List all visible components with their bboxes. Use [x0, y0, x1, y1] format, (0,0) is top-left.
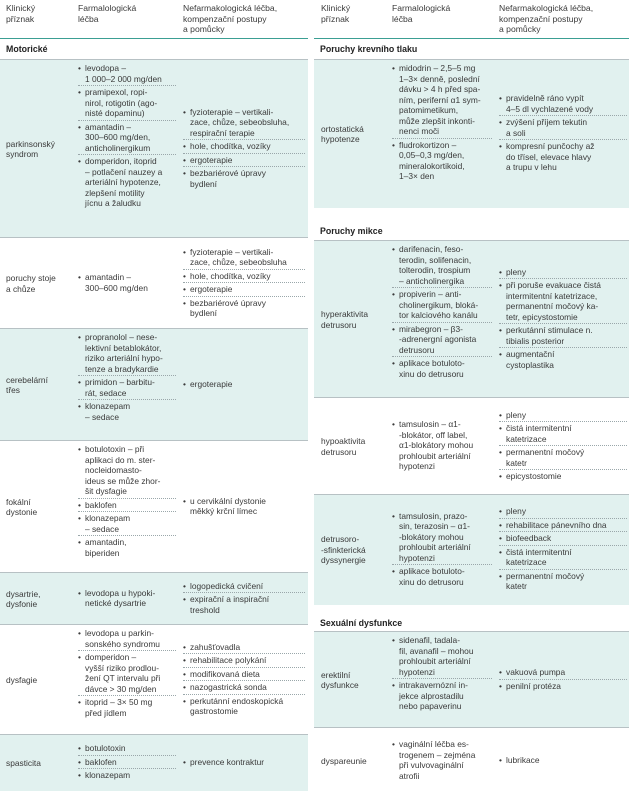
list-item: • při poruše evakuace čistá intermitentní katetrizace, permanentní močový ka- tetr, epicystostomie [499, 280, 627, 324]
list-item: • prevence kontraktur [183, 757, 305, 769]
header-pharma: Farmalologická léčba [78, 3, 137, 24]
list-item: • domperidon – vyšší riziko prodlou- žení QT intervalu při dávce > 30 mg/den [78, 652, 176, 696]
table-row [0, 237, 308, 329]
list-item: • botulotoxin – při aplikaci do m. ster- nocleidomasto- ideus se může zhor- šit dysfagie [78, 444, 176, 499]
section-title-blood-pressure: Poruchy krevního tlaku [320, 44, 418, 54]
row-nonpharma [183, 238, 305, 329]
list-item: • ergoterapie [183, 155, 305, 168]
header-nonpharma: Nefarmakologická léčba, kompenzační postupy a pomůcky [183, 3, 278, 34]
list-item: • fyzioterapie – vertikali- zace, chůze, sebeobsluha, respirační terapie [183, 107, 305, 141]
list-item: • aplikace botuloto- xinu do detrusoru [392, 358, 492, 380]
row-pharma [392, 632, 492, 728]
list-item: • ergoterapie [183, 284, 305, 297]
row-symptom: poruchy stoje a chůze [6, 273, 56, 294]
row-symptom: dysartrie, dysfonie [6, 588, 41, 609]
row-nonpharma [183, 60, 305, 238]
row-symptom: erektilní dysfunkce [321, 669, 359, 690]
list-item: • midodrin – 2,5–5 mg 1–3× denně, poslední dávku > 4 h před spa- ním, periferní α1 sym- patomimetikum, může zlepšit inkonti- nenci moči [392, 63, 492, 139]
list-item: • čistá intermitentní katetrizace [499, 423, 627, 446]
row-symptom: cerebelární třes [6, 374, 48, 395]
row-symptom: ortostatická hypotenze [321, 123, 364, 144]
row-symptom: spasticita [6, 757, 41, 768]
list-item: • hole, chodítka, vozíky [183, 141, 305, 154]
list-item: • sidenafil, tadala- fil, avanafil – mohou prohloubit arteriální hypotenzi [392, 635, 492, 679]
row-symptom: hypoaktivita detrusoru [321, 436, 366, 457]
list-item: • botulotoxin [78, 743, 176, 756]
list-item: • biofeedback [499, 533, 627, 546]
row-pharma [392, 728, 492, 794]
table-row [314, 727, 629, 794]
header-pharma: Farmalologická léčba [392, 3, 451, 24]
row-pharma [78, 735, 176, 791]
list-item: • klonazepam [78, 770, 176, 782]
list-item: • tamsulosin, prazo- sin, terazosin – α1- -blokátory mohou prohloubit arteriální hypotenzi [392, 511, 492, 566]
row-pharma [392, 495, 492, 605]
list-item: • klonazepam – sedace [78, 513, 176, 536]
row-symptom: hyperaktivita detrusoru [321, 309, 369, 330]
row-nonpharma [183, 573, 305, 625]
row-nonpharma [183, 329, 305, 441]
list-item: • fyzioterapie – vertikali- zace, chůze, sebeobsluha [183, 247, 305, 270]
header-symptom: Klinický příznak [6, 3, 36, 24]
list-item: • vaginální léčba es- trogenem – zejména při vulvovaginální atrofii [392, 739, 492, 782]
table-row [314, 59, 629, 208]
section-title-motor: Motorické [6, 44, 48, 54]
list-item: • primidon – barbitu- rát, sedace [78, 377, 176, 400]
list-item: • modifikovaná dieta [183, 669, 305, 682]
left-table [0, 0, 308, 800]
list-item: • augmentační cystoplastika [499, 349, 627, 371]
table-row [314, 494, 629, 605]
row-symptom: dysfagie [6, 674, 38, 685]
list-item: • penilní protéza [499, 681, 627, 693]
list-item: • pleny [499, 267, 627, 280]
list-item: • amantadin – 300–600 mg/den, anticholinergikum [78, 122, 176, 156]
header-symptom: Klinický příznak [321, 3, 351, 24]
section-title-micturition: Poruchy mikce [320, 226, 383, 236]
row-symptom: dyspareunie [321, 755, 367, 766]
left-table-header [0, 0, 308, 39]
row-pharma [78, 60, 176, 238]
row-pharma [392, 241, 492, 398]
row-nonpharma [499, 241, 627, 398]
row-nonpharma [499, 495, 627, 605]
table-row [314, 240, 629, 398]
list-item: • vakuová pumpa [499, 667, 627, 680]
right-table [314, 0, 629, 800]
list-item: • rehabilitace polykání [183, 655, 305, 668]
table-row [0, 328, 308, 441]
row-pharma [392, 60, 492, 208]
list-item: • pravidelně ráno vypít 4–5 dl vychlazené vody [499, 93, 627, 116]
list-item: • propranolol – nese- lektivní betablokátor, riziko arteriální hypo- tenze a bradykardie [78, 332, 176, 376]
list-item: • intrakavernózní in- jekce alprostadilu nebo papaverinu [392, 680, 492, 713]
list-item: • tamsulosin – α1- -blokátor, off label, α1-blokátory mohou prohloubit arteriální hypotenzi [392, 419, 492, 473]
list-item: • expirační a inspirační treshold [183, 594, 305, 616]
list-item: • levodopa – 1 000–2 000 mg/den [78, 63, 176, 86]
row-nonpharma [183, 441, 305, 573]
list-item: • fludrokortizon – 0,05–0,3 mg/den, mineralokortikoid, 1–3× den [392, 140, 492, 183]
list-item: • bezbariérové úpravy bydlení [183, 298, 305, 320]
list-item: • amantadin, biperiden [78, 537, 176, 559]
row-pharma [78, 625, 176, 735]
row-nonpharma [499, 728, 627, 794]
row-nonpharma [499, 60, 627, 208]
table-row [0, 734, 308, 791]
table-row [0, 440, 308, 573]
list-item: • darifenacin, feso- terodin, solifenacin, tolterodin, trospium – anticholinergika [392, 244, 492, 288]
table-row [0, 572, 308, 625]
list-item: • domperidon, itoprid – potlačení nauzey a arteriální hypotenze, zlepšení motility jícnu a žaludku [78, 156, 176, 210]
list-item: • propiverin – anti- cholinergikum, bloká- tor kalciového kanálu [392, 289, 492, 323]
list-item: • rehabilitace pánevního dna [499, 520, 627, 533]
row-pharma [78, 441, 176, 573]
header-nonpharma: Nefarmakologická léčba, kompenzační postupy a pomůcky [499, 3, 594, 34]
list-item: • čistá intermitentní katetrizace [499, 547, 627, 570]
list-item: • levodopa u parkin- sonského syndromu [78, 628, 176, 651]
list-item: • lubrikace [499, 755, 627, 767]
table-row [0, 59, 308, 238]
right-table-header [314, 0, 629, 39]
list-item: • hole, chodítka, vozíky [183, 271, 305, 284]
list-item: • mirabegron – β3- -adrenergní agonista detrusoru [392, 324, 492, 358]
row-pharma [392, 398, 492, 495]
row-symptom: detrusoro- -sfinkterická dyssynergie [321, 534, 366, 566]
list-item: • perkutánní stimulace n. tibialis posterior [499, 325, 627, 348]
list-item: • amantadin – 300–600 mg/den [78, 272, 176, 294]
list-item: • baklofen [78, 757, 176, 770]
list-item: • zvýšení příjem tekutin a soli [499, 117, 627, 140]
list-item: • u cervikální dystonie měkký krční límec [183, 496, 305, 518]
row-symptom: parkinsonský syndrom [6, 138, 55, 159]
row-nonpharma [499, 632, 627, 728]
row-nonpharma [183, 625, 305, 735]
table-row [314, 631, 629, 728]
list-item: • zahušťovadla [183, 642, 305, 655]
row-nonpharma [499, 398, 627, 495]
table-row [314, 397, 629, 495]
list-item: • permanentní močový katetr [499, 447, 627, 470]
list-item: • kompresní punčochy až do třísel, elevace hlavy a trupu v lehu [499, 141, 627, 174]
list-item: • logopedická cvičení [183, 581, 305, 594]
list-item: • itoprid – 3× 50 mg před jídlem [78, 697, 176, 719]
list-item: • bezbariérové úpravy bydlení [183, 168, 305, 190]
row-pharma [78, 238, 176, 329]
list-item: • perkutánní endoskopická gastrostomie [183, 696, 305, 718]
list-item: • ergoterapie [183, 379, 305, 391]
table-row [0, 624, 308, 735]
row-pharma [78, 573, 176, 625]
row-nonpharma [183, 735, 305, 791]
list-item: • klonazepam – sedace [78, 401, 176, 423]
list-item: • pramipexol, ropi- nirol, rotigotin (ago- nisté dopaminu) [78, 87, 176, 121]
list-item: • permanentní močový katetr [499, 571, 627, 593]
list-item: • nazogastrická sonda [183, 682, 305, 695]
list-item: • levodopa u hypoki- netické dysartrie [78, 588, 176, 610]
row-symptom: fokální dystonie [6, 496, 38, 517]
list-item: • pleny [499, 506, 627, 519]
row-pharma [78, 329, 176, 441]
list-item: • aplikace botuloto- xinu do detrusoru [392, 566, 492, 588]
section-title-sexual: Sexuální dysfunkce [320, 618, 403, 628]
list-item: • pleny [499, 410, 627, 423]
list-item: • epicystostomie [499, 471, 627, 483]
list-item: • baklofen [78, 500, 176, 513]
